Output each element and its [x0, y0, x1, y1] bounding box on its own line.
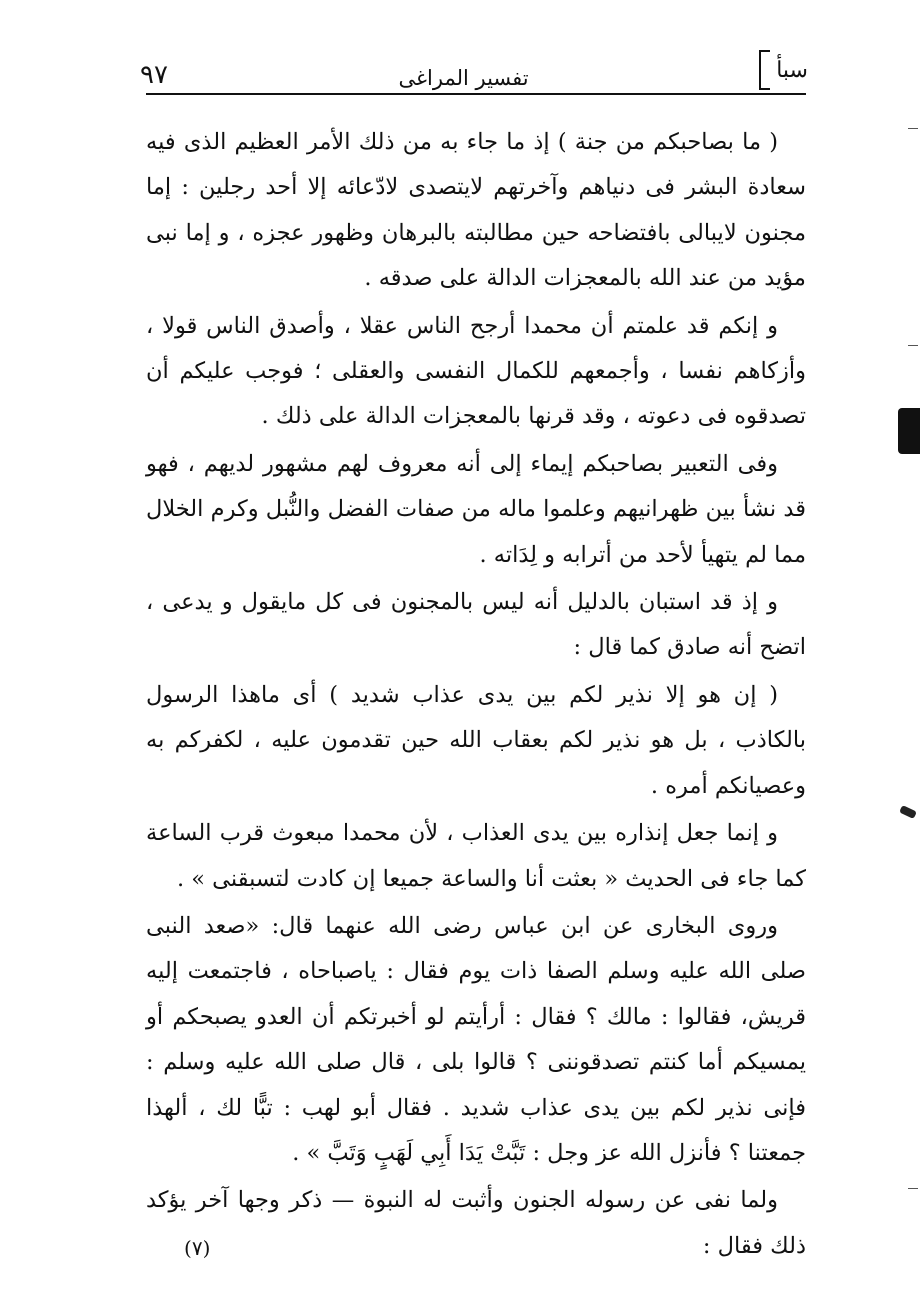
surah-name	[759, 50, 808, 90]
paragraph-6: و إنما جعل إنذاره بين يدى العذاب ، لأن محمدا مبعوث قرب الساعة كما جاء فى الحديث « بعثت أنا والساعة جميعا إن كادت لتسبقنى » .	[146, 820, 806, 892]
body-text	[146, 120, 806, 1271]
paragraph-1: ( ما بصاحبكم من جنة ) إذ ما جاء به من ذلك الأمر العظيم الذى فيه سعادة البشر فى دنياهم وآخرتهم لايتصدى لادّعائه إلا أحد رجلين : إما مجنون لايبالى بافتضاحه حين مطالبته بالبرهان وظهور عجزه ، و إما نبى مؤيد من عند الله بالمعجزات الدالة على صدقه .	[146, 129, 806, 292]
page-header	[140, 44, 808, 90]
signature-mark: (٧)	[184, 1236, 211, 1260]
paragraph-4: و إذ قد استبان بالدليل أنه ليس بالمجنون فى كل مايقول و يدعى ، اتضح أنه صادق كما قال :	[146, 589, 806, 661]
scan-edge-mark	[899, 805, 917, 819]
surah-label: سبأ	[776, 57, 808, 83]
surah-bracket	[759, 50, 770, 90]
header-rule	[146, 93, 806, 95]
scan-edge-tick	[908, 345, 918, 346]
running-title: تفسير المراغى	[398, 66, 529, 90]
paragraph-2: و إنكم قد علمتم أن محمدا أرجح الناس عقلا ، وأصدق الناس قولا ، وأزكاهم نفسا ، وأجمعهم للكمال النفسى والعقلى ؛ فوجب عليكم أن تصدقوه فى دعوته ، وقد قرنها بالمعجزات الدالة على ذلك .	[146, 312, 806, 430]
scan-edge-tick	[908, 1188, 918, 1189]
paragraph-5: ( إن هو إلا نذير لكم بين يدى عذاب شديد ) أى ماهذا الرسول بالكاذب ، بل هو نذير لكم بعقاب الله حين تقدمون عليه ، لكفركم به وعصيانكم أمره .	[146, 681, 806, 799]
scan-edge-tick	[908, 128, 918, 129]
page-number: ٩٧	[140, 60, 168, 90]
paragraph-3: وفى التعبير بصاحبكم إيماء إلى أنه معروف لهم مشهور لديهم ، فهو قد نشأ بين ظهرانيهم وعلموا ماله من صفات الفضل والنُّبل وكرم الخلال مما لم يتهيأ لأحد من أترابه و لِدَاته .	[146, 450, 806, 568]
scan-edge-blot	[898, 408, 920, 454]
paragraph-7: وروى البخارى عن ابن عباس رضى الله عنهما قال: «صعد النبى صلى الله عليه وسلم الصفا ذات يوم فقال : ياصباحاه ، فاجتمعت إليه قريش، فقالوا : مالك ؟ فقال : أرأيتم لو أخبرتكم أن العدو يصبحكم أو يمسيكم أما كنتم تصدقوننى ؟ قالوا بلى ، قال صلى الله عليه وسلم : فإنى نذير لكم بين يدى عذاب شديد . فقال أبو لهب : تبًّا لك ، ألهذا جمعتنا ؟ فأنزل الله عز وجل : تَبَّتْ يَدَا أَبِي لَهَبٍ وَتَبَّ » .	[146, 912, 806, 1166]
paragraph-8: ولما نفى عن رسوله الجنون وأثبت له النبوة — ذكر وجها آخر يؤكد ذلك فقال :	[146, 1187, 806, 1259]
